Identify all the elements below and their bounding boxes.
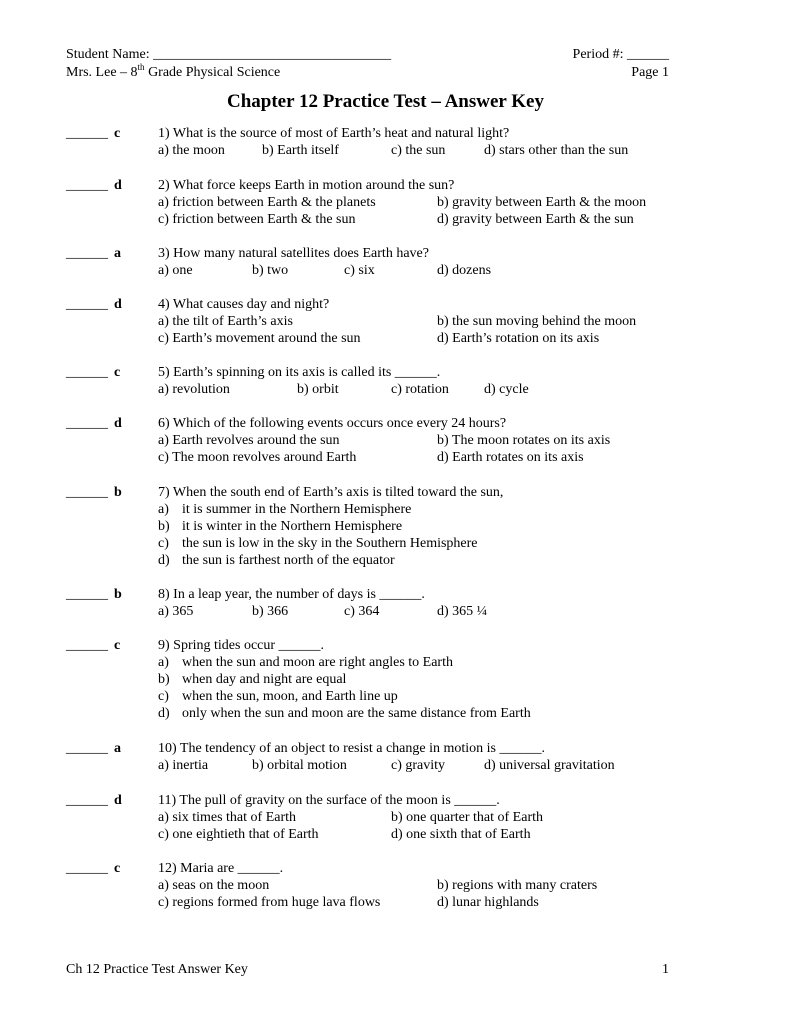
question-4-option: b) the sun moving behind the moon <box>437 314 637 329</box>
question-10-option: a) inertia <box>158 758 209 773</box>
question-1-option: a) the moon <box>158 143 225 158</box>
question-7-option-label: a) <box>158 502 169 517</box>
question-11-option: a) six times that of Earth <box>158 810 297 825</box>
question-4-text: 4) What causes day and night? <box>158 297 330 312</box>
question-7-option-label: d) <box>158 553 170 568</box>
question-11-text: 11) The pull of gravity on the surface of the moon is ______. <box>158 793 500 808</box>
footer-page-number: 1 <box>662 962 669 977</box>
question-10-option: c) gravity <box>391 758 446 773</box>
question-10-option: d) universal gravitation <box>484 758 615 773</box>
answer-blank: ______ <box>66 246 108 261</box>
question-3-option: c) six <box>344 263 375 278</box>
question-6-text: 6) Which of the following events occurs once every 24 hours? <box>158 416 507 431</box>
teacher-prefix: Mrs. Lee – 8 <box>66 65 138 80</box>
question-8-option: c) 364 <box>344 604 380 619</box>
question-9-option: when the sun and moon are right angles to Earth <box>182 655 453 670</box>
question-9-option: only when the sun and moon are the same distance from Earth <box>182 706 531 721</box>
answer-letter: b <box>114 587 122 602</box>
question-3-option: b) two <box>252 263 289 278</box>
answer-blank: ______ <box>66 416 108 431</box>
answer-letter: d <box>114 178 122 193</box>
answer-letter: a <box>114 741 121 756</box>
question-8-option: a) 365 <box>158 604 194 619</box>
answer-letter: c <box>114 861 121 876</box>
answer-blank: ______ <box>66 365 108 380</box>
question-1-option: d) stars other than the sun <box>484 143 629 158</box>
question-11-option: d) one sixth that of Earth <box>391 827 531 842</box>
question-7-option-label: b) <box>158 519 170 534</box>
answer-blank: ______ <box>66 638 108 653</box>
question-12-option: c) regions formed from huge lava flows <box>158 895 381 910</box>
answer-blank: ______ <box>66 741 108 756</box>
answer-letter: d <box>114 793 122 808</box>
answer-blank: ______ <box>66 861 108 876</box>
page-label: Page 1 <box>631 65 669 80</box>
answer-letter: c <box>114 126 121 141</box>
question-4-option: a) the tilt of Earth’s axis <box>158 314 293 329</box>
answer-blank: ______ <box>66 793 108 808</box>
question-7-option: the sun is low in the sky in the Southern Hemisphere <box>182 536 478 551</box>
question-11-option: c) one eightieth that of Earth <box>158 827 319 842</box>
question-5-text: 5) Earth’s spinning on its axis is called its ______. <box>158 365 441 380</box>
question-2-text: 2) What force keeps Earth in motion around the sun? <box>158 178 455 193</box>
teacher-course-line <box>66 64 280 81</box>
answer-letter: d <box>114 297 122 312</box>
question-7-option-label: c) <box>158 536 169 551</box>
question-6-option: a) Earth revolves around the sun <box>158 433 340 448</box>
answer-blank: ______ <box>66 126 108 141</box>
question-2-option: b) gravity between Earth & the moon <box>437 195 647 210</box>
question-9-text: 9) Spring tides occur ______. <box>158 638 325 653</box>
question-6-option: c) The moon revolves around Earth <box>158 450 357 465</box>
question-5-option: a) revolution <box>158 382 230 397</box>
question-12-text: 12) Maria are ______. <box>158 861 284 876</box>
answer-letter: b <box>114 485 122 500</box>
question-3-text: 3) How many natural satellites does Earth have? <box>158 246 429 261</box>
question-9-option-label: c) <box>158 689 169 704</box>
question-12-option: d) lunar highlands <box>437 895 539 910</box>
question-6-option: d) Earth rotates on its axis <box>437 450 584 465</box>
question-4-option: d) Earth’s rotation on its axis <box>437 331 600 346</box>
question-11-option: b) one quarter that of Earth <box>391 810 543 825</box>
question-7-option: the sun is farthest north of the equator <box>182 553 395 568</box>
page-title: Chapter 12 Practice Test – Answer Key <box>227 91 544 112</box>
question-9-option: when day and night are equal <box>182 672 347 687</box>
question-12-option: a) seas on the moon <box>158 878 270 893</box>
question-9-option-label: a) <box>158 655 169 670</box>
answer-blank: ______ <box>66 587 108 602</box>
answer-blank: ______ <box>66 297 108 312</box>
question-1-option: c) the sun <box>391 143 446 158</box>
question-10-option: b) orbital motion <box>252 758 347 773</box>
question-7-text: 7) When the south end of Earth’s axis is tilted toward the sun, <box>158 485 504 500</box>
answer-letter: a <box>114 246 121 261</box>
question-5-option: d) cycle <box>484 382 529 397</box>
question-12-option: b) regions with many craters <box>437 878 598 893</box>
question-2-option: c) friction between Earth & the sun <box>158 212 356 227</box>
question-2-option: d) gravity between Earth & the sun <box>437 212 634 227</box>
answer-blank: ______ <box>66 485 108 500</box>
question-4-option: c) Earth’s movement around the sun <box>158 331 361 346</box>
grade-superscript: th <box>137 62 145 72</box>
answer-letter: c <box>114 638 121 653</box>
answer-letter: d <box>114 416 122 431</box>
answer-letter: c <box>114 365 121 380</box>
question-9-option: when the sun, moon, and Earth line up <box>182 689 398 704</box>
question-8-option: b) 366 <box>252 604 289 619</box>
question-7-option: it is summer in the Northern Hemisphere <box>182 502 412 517</box>
answer-blank: ______ <box>66 178 108 193</box>
teacher-suffix: Grade Physical Science <box>144 65 281 80</box>
question-3-option: d) dozens <box>437 263 492 278</box>
question-10-text: 10) The tendency of an object to resist a change in motion is ______. <box>158 741 545 756</box>
question-7-option: it is winter in the Northern Hemisphere <box>182 519 403 534</box>
question-1-option: b) Earth itself <box>262 143 339 158</box>
footer-title: Ch 12 Practice Test Answer Key <box>66 962 248 977</box>
question-9-option-label: b) <box>158 672 170 687</box>
question-8-option: d) 365 ¼ <box>437 604 488 619</box>
question-2-option: a) friction between Earth & the planets <box>158 195 376 210</box>
question-1-text: 1) What is the source of most of Earth’s heat and natural light? <box>158 126 510 141</box>
question-5-option: b) orbit <box>297 382 339 397</box>
question-6-option: b) The moon rotates on its axis <box>437 433 611 448</box>
question-9-option-label: d) <box>158 706 170 721</box>
question-3-option: a) one <box>158 263 193 278</box>
period-line: Period #: ______ <box>572 47 669 62</box>
question-8-text: 8) In a leap year, the number of days is ______. <box>158 587 425 602</box>
student-name-line: Student Name: __________________________________ <box>66 47 392 62</box>
question-5-option: c) rotation <box>391 382 449 397</box>
